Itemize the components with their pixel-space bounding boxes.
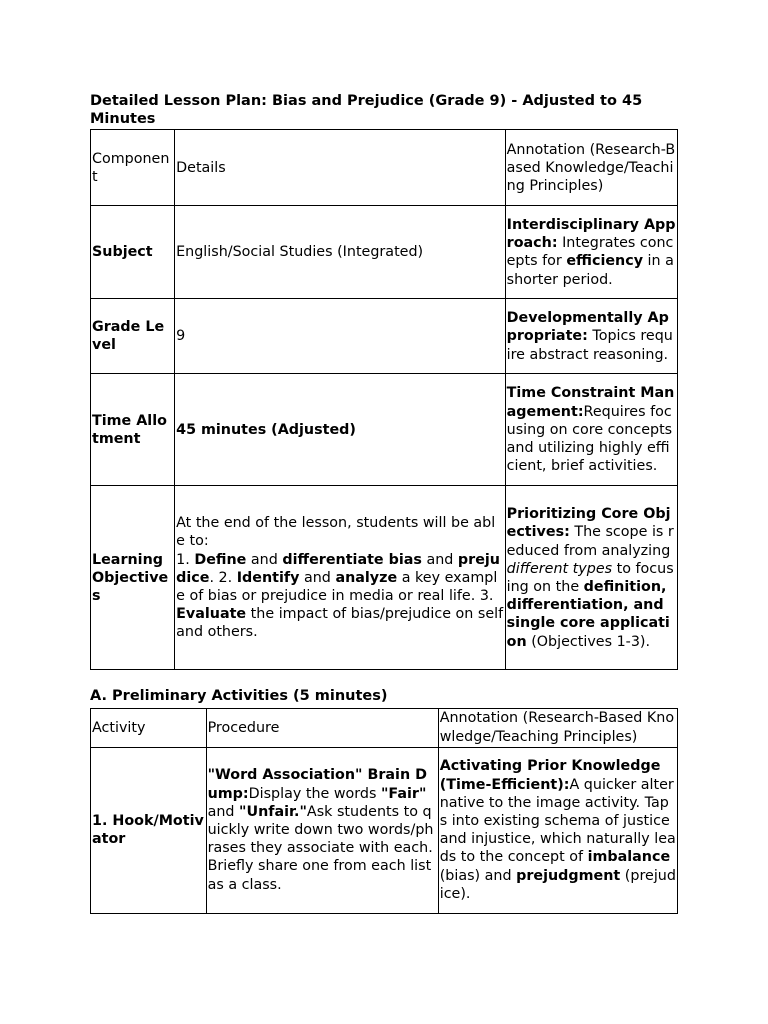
hook-annotation: Activating Prior Knowledge (Time-Efficient):A quicker alternative to the image activity. Taps into existing schema of justice and injustice, which naturally leads to the concept of imbalance (bias) and prejudgment (prejudice). <box>438 747 677 913</box>
header-annotation: Annotation (Research-Based Knowledge/Teaching Principles) <box>505 130 677 206</box>
header-activity: Activity <box>91 708 207 747</box>
subject-annotation: Interdisciplinary Approach: Integrates concepts for efficiency in a shorter period. <box>505 206 677 299</box>
objectives-annotation: Prioritizing Core Objectives: The scope is reduced from analyzing different types to focusing on the definition, differentiation, and single core application (Objectives 1-3). <box>505 486 677 670</box>
table-row <box>91 486 678 670</box>
row-label-time: Time Allotment <box>91 374 175 486</box>
table-row <box>91 206 678 299</box>
table-row <box>91 299 678 374</box>
time-details: 45 minutes (Adjusted) <box>175 374 506 486</box>
header-component: Component <box>91 130 175 206</box>
table-header-row <box>91 130 678 206</box>
header-annotation: Annotation (Research-Based Knowledge/Teaching Principles) <box>438 708 677 747</box>
grade-annotation: Developmentally Appropriate: Topics require abstract reasoning. <box>505 299 677 374</box>
section-heading-preliminary: A. Preliminary Activities (5 minutes) <box>90 688 388 705</box>
document-page <box>90 92 680 914</box>
page-title: Detailed Lesson Plan: Bias and Prejudice (Grade 9) - Adjusted to 45 Minutes <box>90 93 643 128</box>
lesson-overview-table <box>90 129 678 670</box>
preliminary-activities-table <box>90 708 678 914</box>
row-label-objectives: Learning Objectives <box>91 486 175 670</box>
hook-procedure: "Word Association" Brain Dump:Display the words "Fair" and "Unfair."Ask students to quickly write down two words/phrases they associate with each. Briefly share one from each list as a class. <box>206 747 438 913</box>
table-row <box>91 374 678 486</box>
row-label-grade: Grade Level <box>91 299 175 374</box>
grade-details: 9 <box>175 299 506 374</box>
time-annotation: Time Constraint Management:Requires focusing on core concepts and utilizing highly efficient, brief activities. <box>505 374 677 486</box>
header-details: Details <box>175 130 506 206</box>
header-procedure: Procedure <box>206 708 438 747</box>
table-row <box>91 747 678 913</box>
subject-details: English/Social Studies (Integrated) <box>175 206 506 299</box>
objectives-details: At the end of the lesson, students will be able to: 1. Define and differentiate bias and prejudice. 2. Identify and analyze a key example of bias or prejudice in media or real life. 3. Evaluate the impact of bias/prejudice on self and others. <box>175 486 506 670</box>
row-label-subject: Subject <box>91 206 175 299</box>
table-header-row <box>91 708 678 747</box>
row-label-hook: 1. Hook/Motivator <box>91 747 207 913</box>
